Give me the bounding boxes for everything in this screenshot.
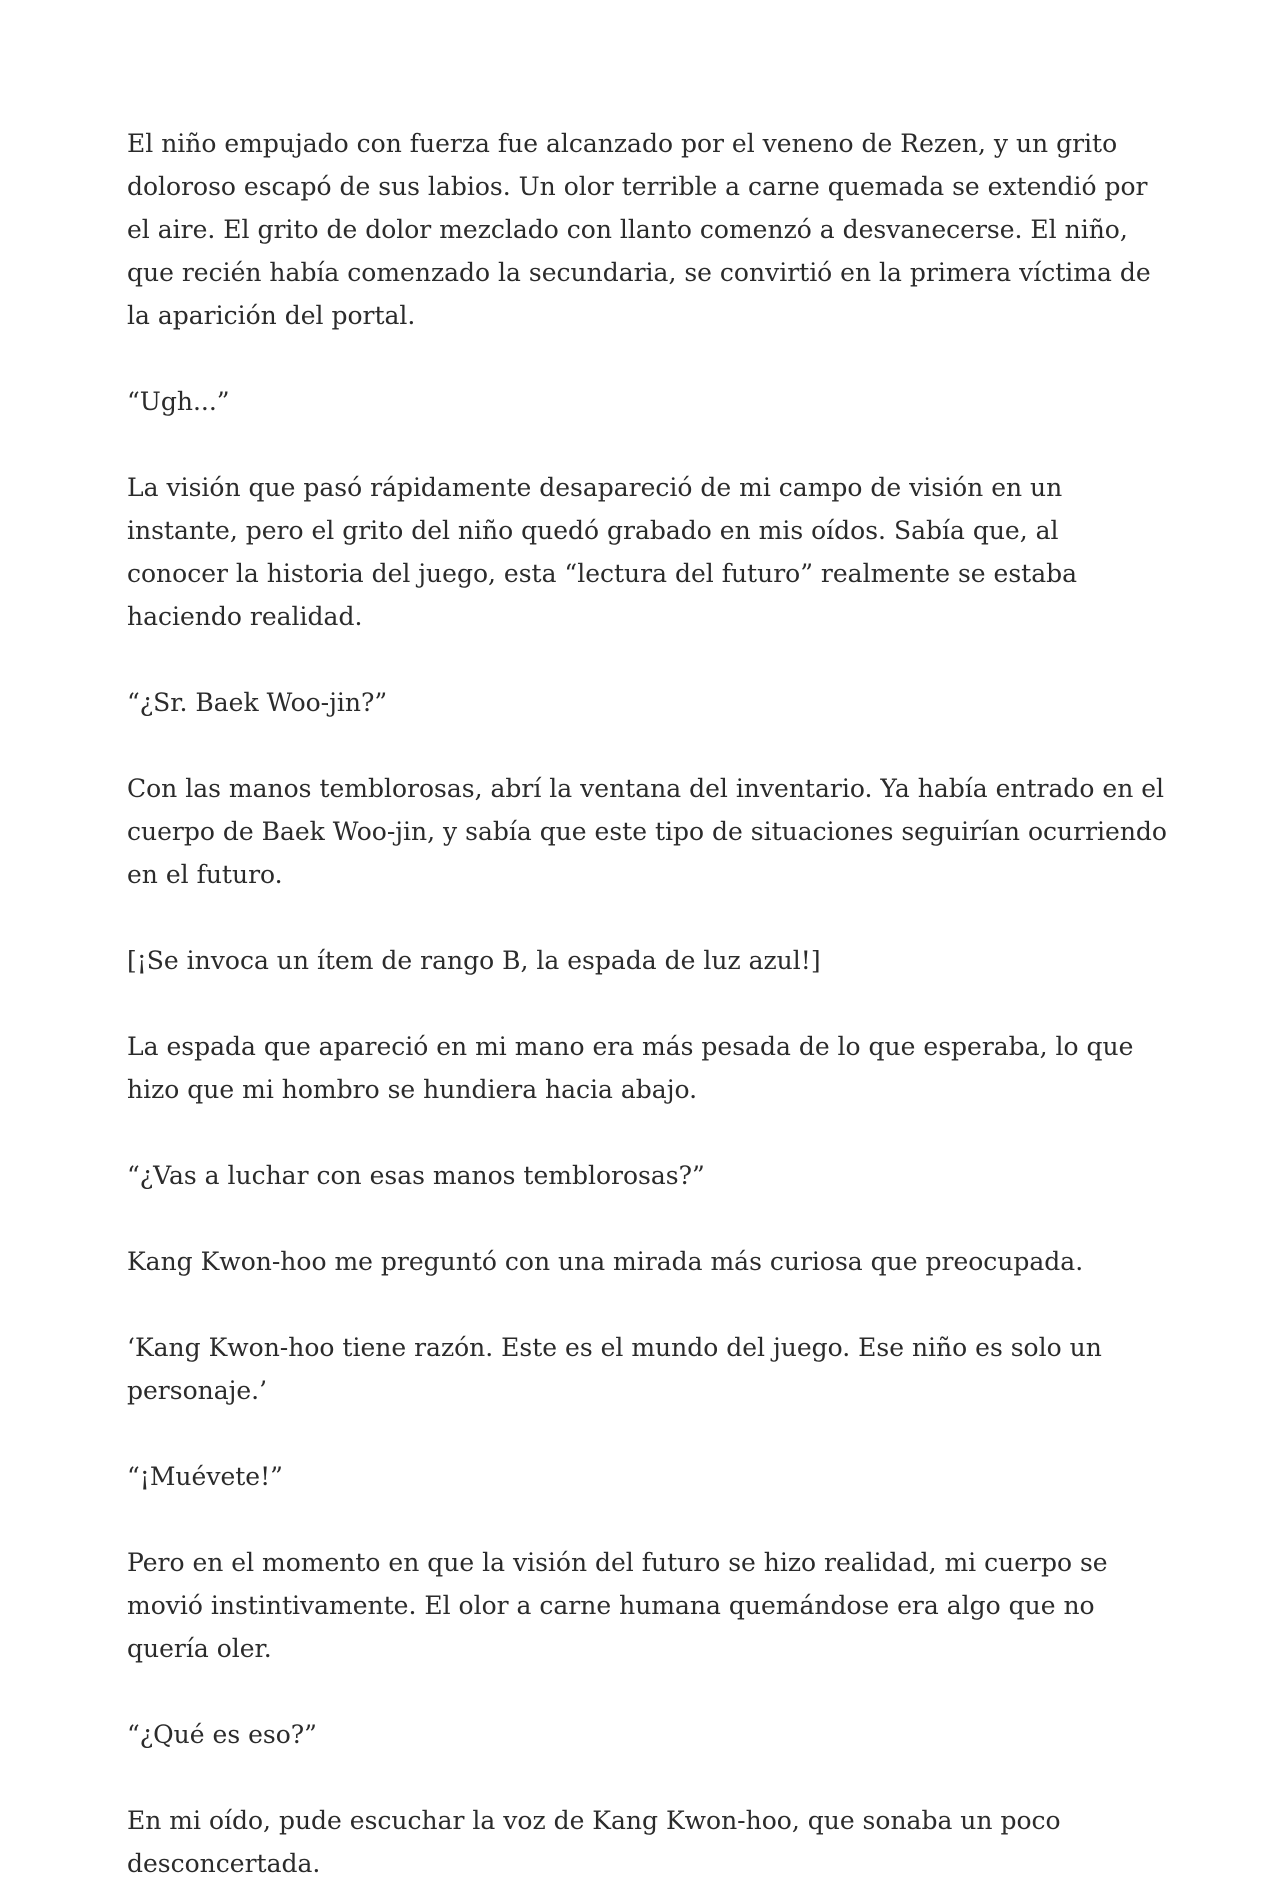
document-page xyxy=(127,122,1167,1885)
paragraph: Pero en el momento en que la visión del futuro se hizo realidad, mi cuerpo se movió instintivamente. El olor a carne humana quemándose era algo que no quería oler. xyxy=(127,1548,1108,1663)
paragraph: La visión que pasó rápidamente desapareció de mi campo de visión en un instante, pero el grito del niño quedó grabado en mis oídos. Sabía que, al conocer la historia del juego, esta “lectura del futuro” realmente se estaba haciendo realidad. xyxy=(127,473,1078,631)
paragraph: “¿Qué es eso?” xyxy=(127,1720,317,1749)
paragraph: “¡Muévete!” xyxy=(127,1462,283,1491)
paragraph: La espada que apareció en mi mano era más pesada de lo que esperaba, lo que hizo que mi hombro se hundiera hacia abajo. xyxy=(127,1032,1134,1104)
paragraph: Kang Kwon-hoo me preguntó con una mirada más curiosa que preocupada. xyxy=(127,1247,1084,1276)
paragraph: En mi oído, pude escuchar la voz de Kang Kwon-hoo, que sonaba un poco desconcertada. xyxy=(127,1806,1061,1878)
paragraph: “Ugh...” xyxy=(127,387,230,416)
paragraph: Con las manos temblorosas, abrí la ventana del inventario. Ya había entrado en el cuerpo de Baek Woo-jin, y sabía que este tipo de situaciones seguirían ocurriendo en el futuro. xyxy=(127,774,1167,889)
paragraph: “¿Sr. Baek Woo-jin?” xyxy=(127,688,388,717)
paragraph: ‘Kang Kwon-hoo tiene razón. Este es el mundo del juego. Ese niño es solo un personaje.’ xyxy=(127,1333,1102,1405)
paragraph: [¡Se invoca un ítem de rango B, la espada de luz azul!] xyxy=(127,946,821,975)
paragraph: El niño empujado con fuerza fue alcanzado por el veneno de Rezen, y un grito doloroso escapó de sus labios. Un olor terrible a carne quemada se extendió por el aire. El grito de dolor mezclado con llanto comenzó a desvanecerse. El niño, que recién había comenzado la secundaria, se convirtió en la primera víctima de la aparición del portal. xyxy=(127,129,1151,330)
paragraph: “¿Vas a luchar con esas manos temblorosas?” xyxy=(127,1161,705,1190)
